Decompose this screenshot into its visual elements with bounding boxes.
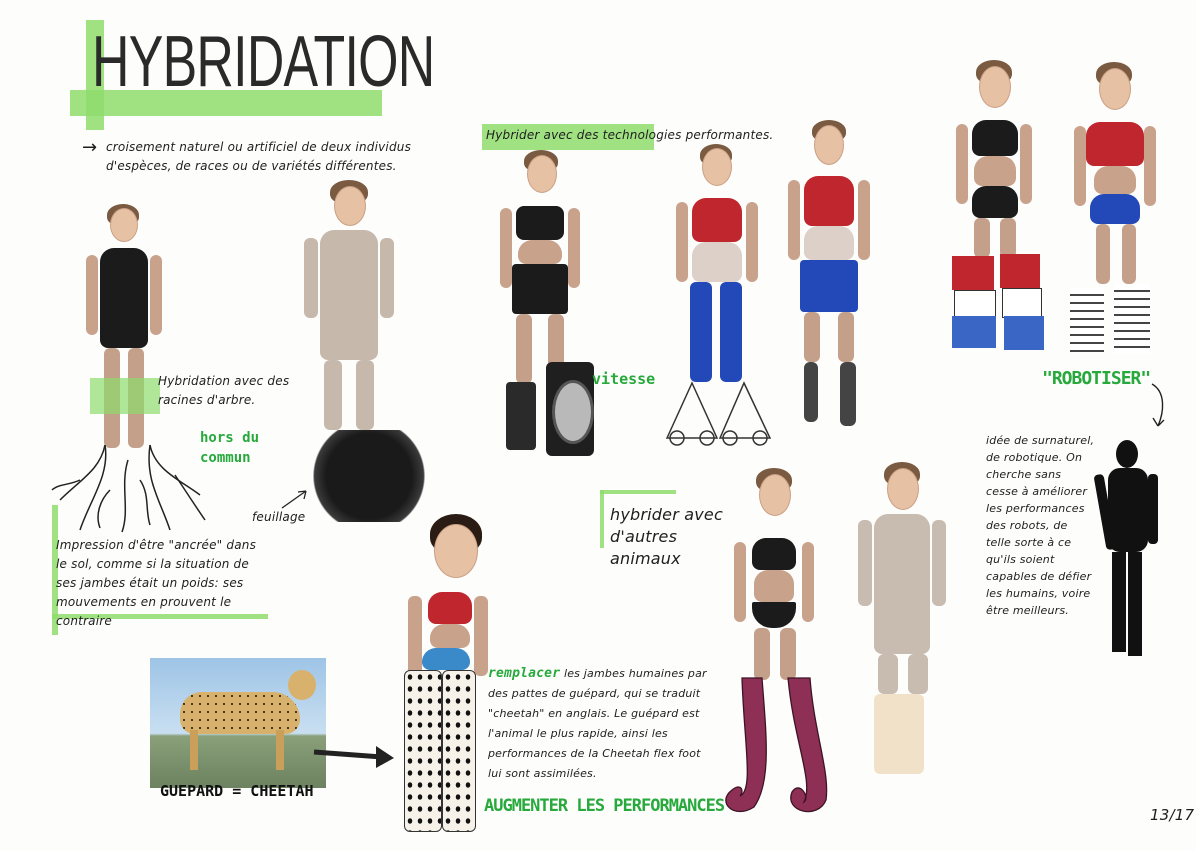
robot-arrow-icon — [1148, 382, 1170, 432]
robot-block-white-right — [1002, 288, 1042, 318]
robot-block-blue-left — [952, 316, 996, 348]
robot-block-white-left — [954, 290, 996, 318]
definition-text: croisement naturel ou artificiel de deux individus d'espèces, de races ou de variétés différentes. — [106, 140, 412, 173]
cheetah-keyword: remplacer — [488, 666, 561, 681]
roots-caption-highlight — [90, 378, 160, 414]
robot-block-blue-right — [1004, 316, 1044, 350]
cheetah-arrow-icon — [312, 740, 396, 770]
arrow-icon: → — [82, 137, 98, 158]
roots-drawing — [50, 440, 210, 535]
tech-tag: vitesse — [592, 370, 656, 388]
tech-heading: Hybrider avec des technologies performantes. — [486, 128, 774, 142]
foliage-label: feuillage — [252, 510, 306, 524]
cheetah-text-block — [488, 664, 708, 784]
robot-tag: "ROBOTISER" — [1042, 368, 1151, 389]
foliage-arrow-icon — [280, 488, 310, 510]
animals-highlight-horizontal — [600, 490, 676, 494]
cheetah-photo-caption: GUEPARD = CHEETAH — [160, 782, 314, 800]
octopus-legs-drawing — [714, 672, 840, 822]
cheetah-tag: AUGMENTER LES PERFORMANCES — [484, 796, 725, 816]
figure-rollers — [786, 120, 870, 440]
robot-block-red-left — [952, 256, 994, 290]
gear-feet-drawing — [662, 378, 774, 454]
robot-silhouette — [1096, 440, 1162, 656]
animals-highlight-vertical — [600, 490, 604, 548]
cheetah-photo — [150, 658, 326, 788]
wheel-image-right — [546, 362, 594, 456]
roots-caption: Hybridation avec des racines d'arbre. — [158, 374, 290, 407]
robot-block-red-right — [1000, 254, 1040, 288]
roots-tag: hors du commun — [200, 430, 260, 466]
foliage-drawing — [306, 430, 432, 522]
page-title: HYBRIDATION — [92, 22, 435, 102]
robot-stack-right — [1114, 284, 1150, 354]
animals-heading: hybrider avec d'autres animaux — [610, 505, 723, 568]
wheel-image-left — [506, 382, 536, 450]
figure-cheetah — [398, 514, 490, 838]
robot-stack-left — [1070, 288, 1104, 354]
robot-note: idée de surnaturel, de robotique. On cherche sans cesse à améliorer les performances des robots, de telle sorte à ce qu'ils soient capables de défier les humains, voire être meilleurs. — [986, 434, 1095, 617]
figure-deer — [856, 462, 940, 782]
roots-note: Impression d'être "ancrée" dans le sol, comme si la situation de ses jambes était un poids: ses mouvements en prouvent le contraire — [56, 538, 257, 628]
figure-foliage — [300, 180, 390, 440]
page-number: 13/17 — [1150, 806, 1195, 824]
cheetah-text: les jambes humaines par des pattes de guépard, qui se traduit "cheetah" en anglais. Le guépard est l'animal le plus rapide, ainsi les performances de la Cheetah flex foot lui sont assimilées. — [488, 667, 707, 780]
